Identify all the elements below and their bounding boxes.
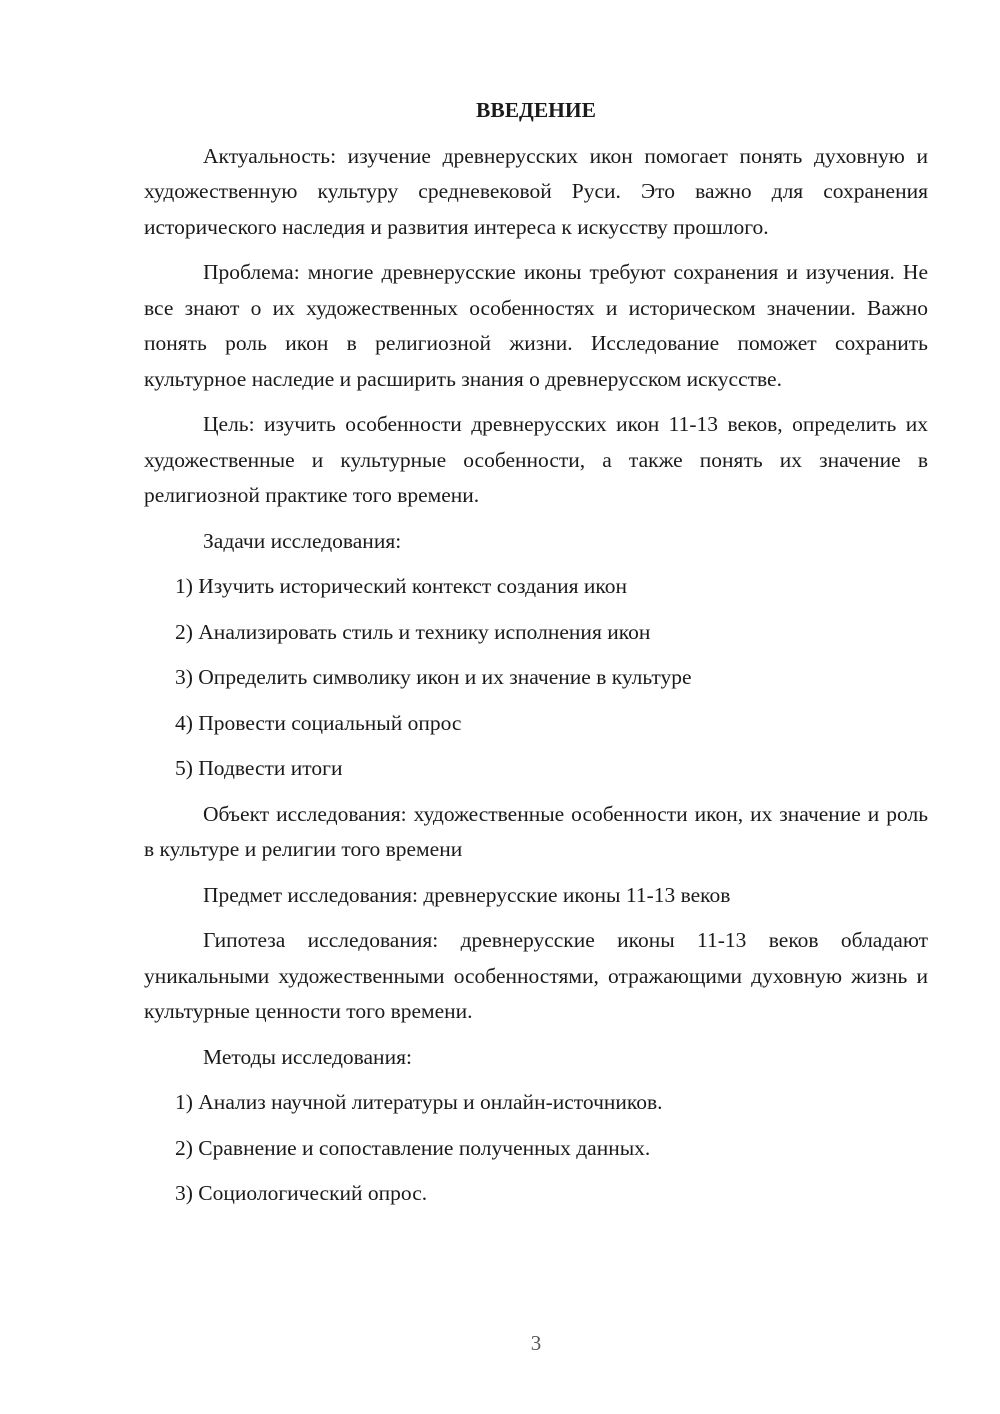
list-item: 1) Изучить исторический контекст создания икон [175,574,627,598]
paragraph-object: Объект исследования: художественные особенности икон, их значение и роль в культуре и религии того времени [144,801,928,861]
paragraph-problem: Проблема: многие древнерусские иконы требуют сохранения и изучения. Не все знают о их художественных особенностях и историческом значении. Важно понять роль икон в религиозной жизни. Исследование поможет сохранить культурное наследие и расширить знания о древнерусском искусстве. [144,260,928,391]
list-item: 2) Анализировать стиль и технику исполнения икон [175,619,651,644]
list-item: 2) Сравнение и сопоставление полученных данных. [175,1135,651,1160]
page-number: 3 [530,1331,542,1355]
list-item: 3) Определить символику икон и их значение в культуре [175,665,692,689]
list-item: 1) Анализ научной литературы и онлайн-источников. [175,1090,663,1114]
paragraph-subject: Предмет исследования: древнерусские иконы 11-13 веков [203,882,731,907]
list-item: 5) Подвести итоги [175,756,343,780]
section-title: ВВЕДЕНИЕ [476,98,596,122]
paragraph-relevance: Актуальность: изучение древнерусских икон помогает понять духовную и художественную культуру средневековой Руси. Это важно для сохранения исторического наследия и развития интереса к искусству прошлого. [144,143,928,239]
paragraph-goal: Цель: изучить особенности древнерусских икон 11-13 веков, определить их художественные и культурные особенности, а также понять их значение в религиозной практике того времени. [144,412,928,507]
list-item: 3) Социологический опрос. [175,1181,428,1205]
methods-list [144,1085,928,1212]
list-item: 4) Провести социальный опрос [175,710,462,735]
tasks-list [144,569,928,787]
methods-heading: Методы исследования: [203,1044,412,1069]
document-page [144,93,928,1222]
tasks-heading: Задачи исследования: [203,528,402,553]
paragraph-hypothesis: Гипотеза исследования: древнерусские иконы 11-13 веков обладают уникальными художественными особенностями, отражающими духовную жизнь и культурные ценности того времени. [144,928,928,1023]
